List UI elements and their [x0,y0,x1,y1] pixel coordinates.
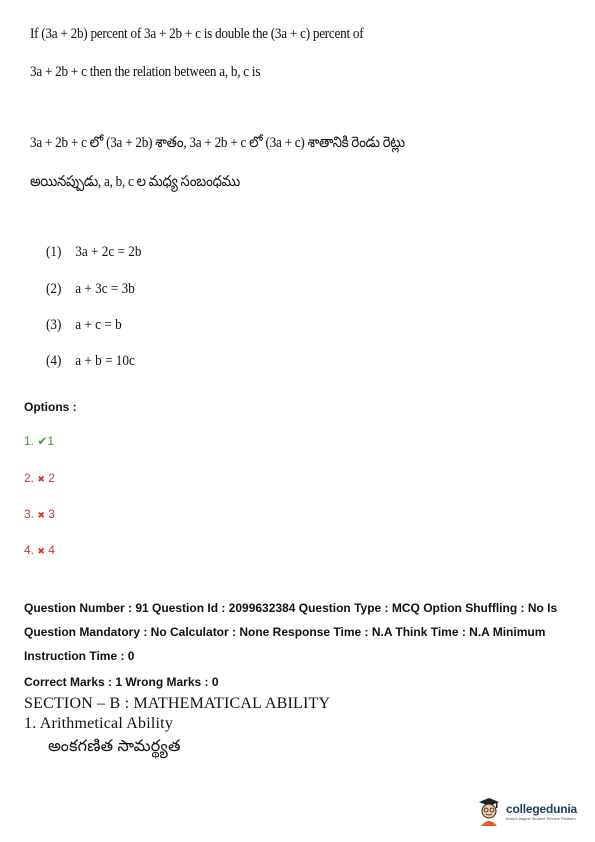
question-english-line-2: 3a + 2b + c then the relation between a, b, c is [30,64,261,80]
choice-1 [46,244,141,261]
choice-text: a + c = b [75,317,122,333]
marks-info: Correct Marks : 1 Wrong Marks : 0 [24,675,219,689]
question-meta-line-3: Instruction Time : 0 [24,649,135,663]
answer-option-3 [24,507,55,521]
choice-text: a + 3c = 3b [75,281,135,297]
choice-2 [46,281,135,298]
answer-label: 4. [24,543,35,557]
answer-value: 3 [48,507,55,521]
question-telugu-line-2: అయినప్పుడు, a, b, c ల మధ్య సంబంధము [30,174,240,190]
question-meta-line-2: Question Mandatory : No Calculator : None Response Time : N.A Think Time : N.A Minimum [24,625,546,639]
options-label: Options : [24,400,77,414]
cross-icon: ✖ [37,474,45,484]
collegedunia-logo [476,796,577,826]
answer-value: 4 [48,543,55,557]
section-subtitle: 1. Arithmetical Ability [24,715,174,732]
mascot-icon [476,796,502,826]
logo-name: collegedunia [506,801,577,816]
question-meta-line-1: Question Number : 91 Question Id : 2099632384 Question Type : MCQ Option Shuffling : No Is [24,601,558,615]
choice-3 [46,317,122,334]
choice-text: 3a + 2c = 2b [75,244,142,260]
choice-text: a + b = 10c [75,353,135,369]
section-telugu: అంకగణిత సామర్థ్యత [48,738,181,755]
section-title: SECTION – B : MATHEMATICAL ABILITY [24,695,331,712]
question-english-line-1: If (3a + 2b) percent of 3a + 2b + c is double the (3a + c) percent of [30,26,364,42]
logo-tagline: India's largest Student Review Platform [506,815,576,821]
check-icon: ✔ [37,434,48,448]
choice-4 [46,353,135,370]
answer-option-1 [24,434,54,448]
question-telugu-line-1: 3a + 2b + c లో (3a + 2b) శాతం, 3a + 2b + c లో (3a + c) శాతానికి రెండు రెట్లు [30,135,405,151]
answer-option-4 [24,543,55,557]
answer-option-2 [24,471,55,485]
answer-value: 1 [47,434,55,448]
cross-icon: ✖ [37,546,45,556]
answer-label: 2. [24,471,35,485]
answer-label: 3. [24,507,35,521]
choice-number: (4) [46,353,62,369]
choice-number: (1) [46,244,62,260]
choice-number: (2) [46,281,62,297]
answer-label: 1. [24,434,35,448]
choice-number: (3) [46,317,62,333]
answer-value: 2 [48,471,55,485]
cross-icon: ✖ [37,510,45,520]
